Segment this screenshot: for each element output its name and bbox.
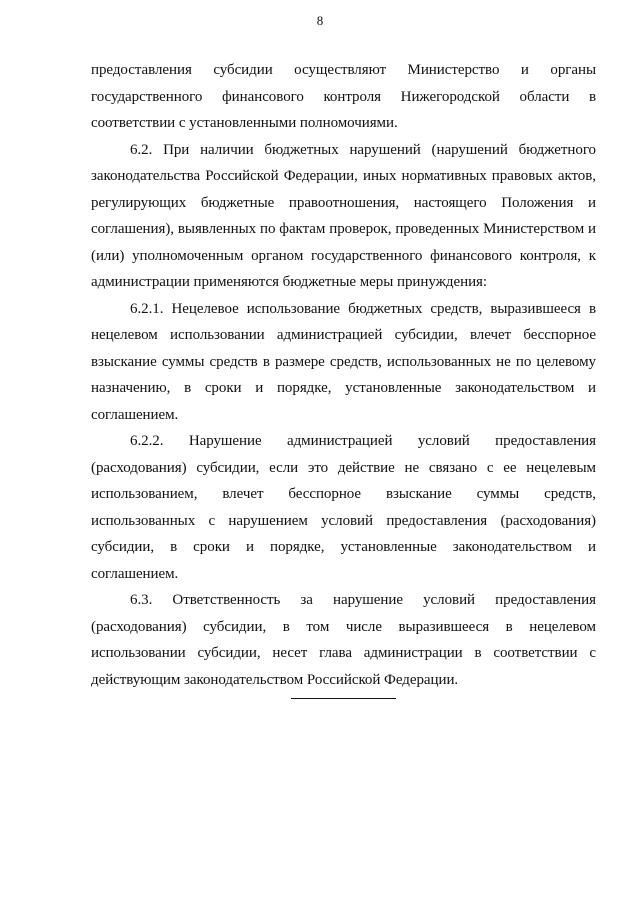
document-body [91,57,596,693]
paragraph-6-3: 6.3. Ответственность за нарушение условий предоставления (расходования) субсидии, в том числе выразившееся в нецелевом использовании субсидии, несет глава администрации в соответствии с действующим законодательством Российской Федерации. [91,592,596,688]
paragraph-6-2: 6.2. При наличии бюджетных нарушений (нарушений бюджетного законодательства Российской Федерации, иных нормативных правовых актов, регулирующих бюджетные правоотношения, настоящего Положения и соглашения), выявленных по фактам проверок, проведенных Министерством и (или) уполномоченным органом государственного финансового контроля, к администрации применяются бюджетные меры принуждения: [91,141,596,290]
paragraph-continuation: предоставления субсидии осуществляют Министерство и органы государственного финансового контроля Нижегородской области в соответствии с установленными полномочиями. [91,62,596,131]
paragraph-6-2-1: 6.2.1. Нецелевое использование бюджетных средств, выразившееся в нецелевом использовании администрацией субсидии, влечет бесспорное взыскание суммы средств в размере средств, использованных не по целевому назначению, в сроки и порядке, установленные законодательством и соглашением. [91,300,596,423]
end-separator-line [291,698,396,699]
page-number: 8 [316,13,324,28]
paragraph-6-2-2: 6.2.2. Нарушение администрацией условий предоставления (расходования) субсидии, если это действие не связано с ее нецелевым использованием, влечет бесспорное взыскание суммы средств, использованных с нарушением условий предоставления (расходования) субсидии, в сроки и порядке, установленные законодательством и соглашением. [91,433,596,582]
